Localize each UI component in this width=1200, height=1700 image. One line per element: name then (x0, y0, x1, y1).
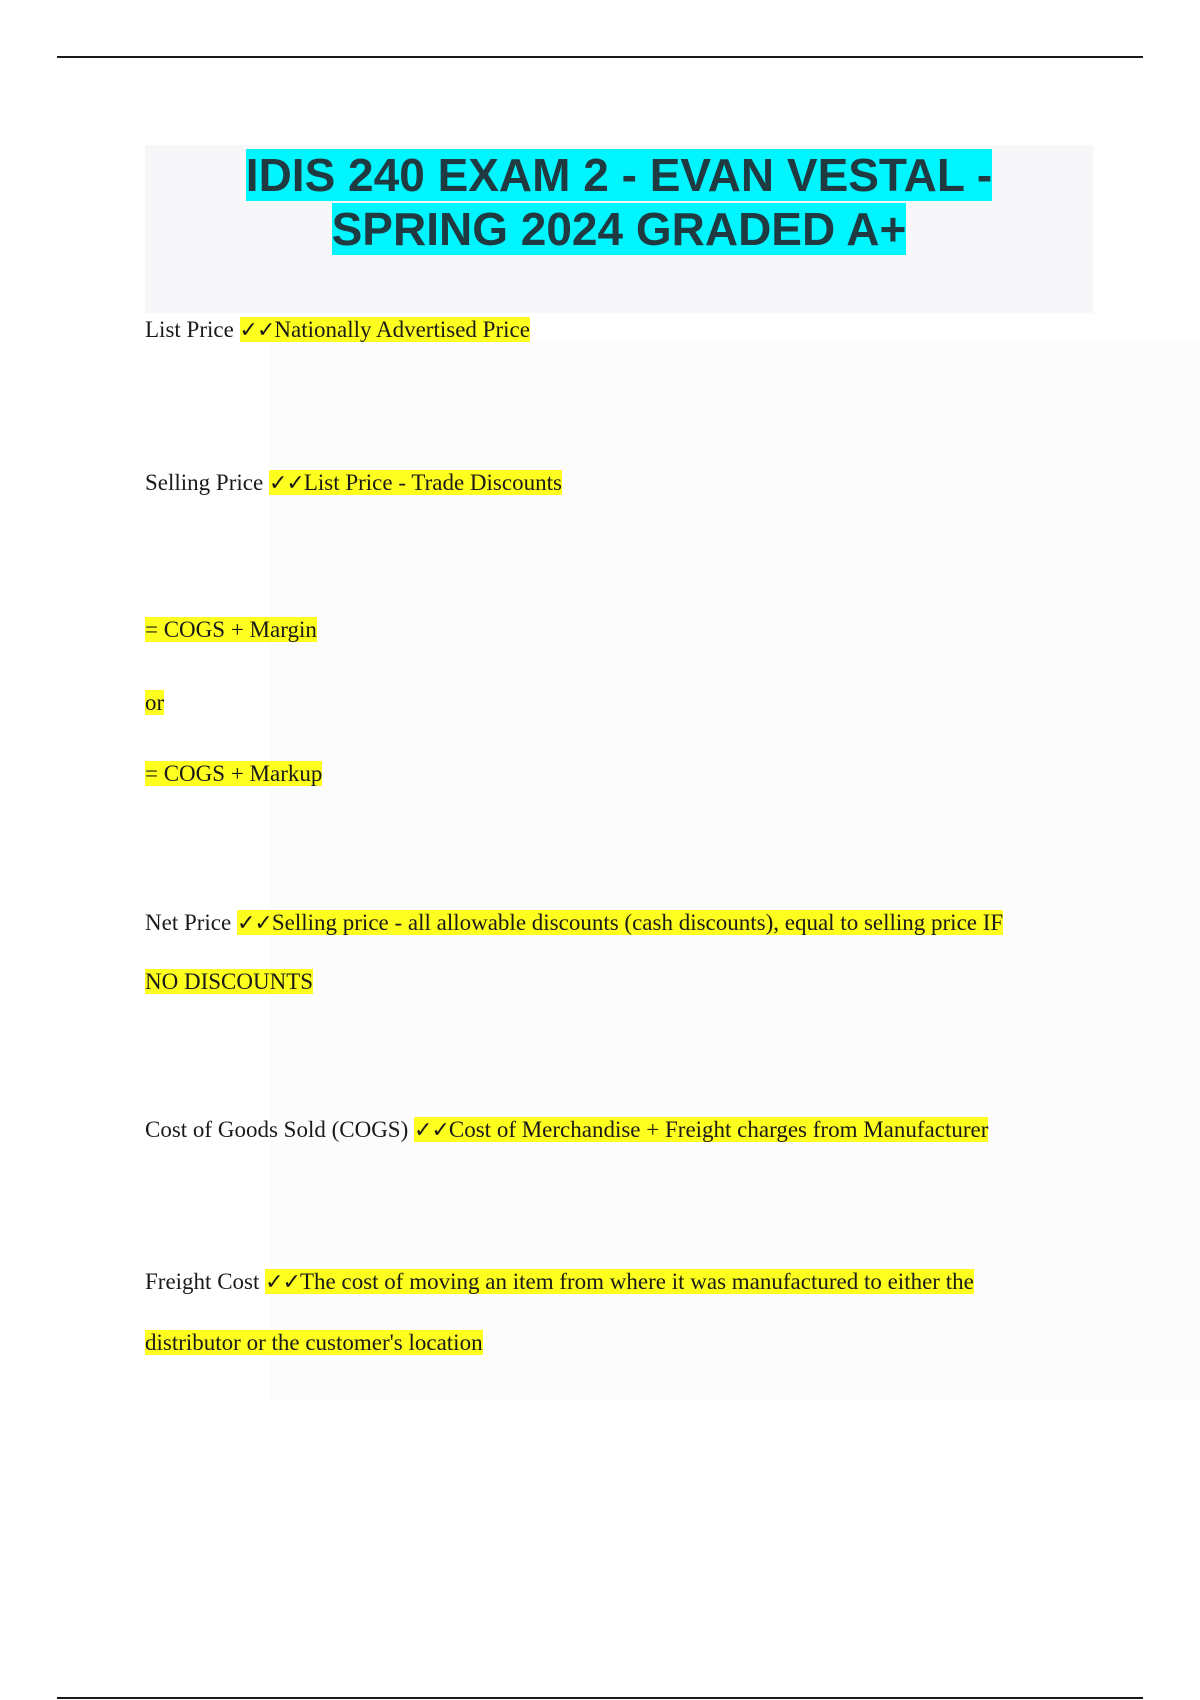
term-label: Net Price (145, 910, 232, 935)
double-check-icon: ✓✓ (265, 1270, 300, 1295)
definition-text: = COGS + Margin (145, 617, 317, 642)
definition-text: Selling price - all allowable discounts (cash discounts), equal to selling price IF (271, 910, 1004, 935)
qa-freight-cost-cont (145, 1327, 483, 1359)
definition-text: or (145, 690, 165, 715)
qa-selling-price (145, 467, 562, 500)
top-rule (57, 56, 1143, 58)
double-check-icon: ✓✓ (239, 318, 275, 343)
double-check-icon: ✓✓ (414, 1118, 449, 1143)
qa-cogs (145, 1114, 988, 1147)
definition-text: Nationally Advertised Price (274, 317, 530, 342)
qa-net-price-cont (145, 966, 313, 998)
definition-text: distributor or the customer's location (145, 1330, 483, 1355)
formula-margin (145, 614, 317, 646)
definition-text: The cost of moving an item from where it was manufactured to either the (300, 1269, 974, 1294)
formula-markup (145, 758, 322, 790)
term-label: List Price (145, 317, 234, 342)
double-check-icon: ✓✓ (268, 471, 304, 496)
formula-or (145, 687, 164, 719)
double-check-icon: ✓✓ (236, 911, 272, 936)
title-line-2: SPRING 2024 GRADED A+ (331, 203, 907, 255)
document-title (145, 148, 1093, 256)
bottom-rule (57, 1697, 1143, 1699)
qa-net-price (145, 907, 1003, 940)
definition-text: NO DISCOUNTS (145, 969, 314, 994)
definition-text: = COGS + Markup (145, 761, 323, 786)
definition-text: List Price - Trade Discounts (303, 470, 562, 495)
qa-list-price (145, 314, 530, 347)
definition-text: Cost of Merchandise + Freight charges from Manufacturer (448, 1117, 989, 1142)
term-label: Cost of Goods Sold (COGS) (145, 1117, 409, 1142)
qa-freight-cost (145, 1266, 974, 1299)
title-line-1: IDIS 240 EXAM 2 - EVAN VESTAL - (245, 149, 993, 201)
term-label: Freight Cost (145, 1269, 260, 1294)
term-label: Selling Price (145, 470, 264, 495)
